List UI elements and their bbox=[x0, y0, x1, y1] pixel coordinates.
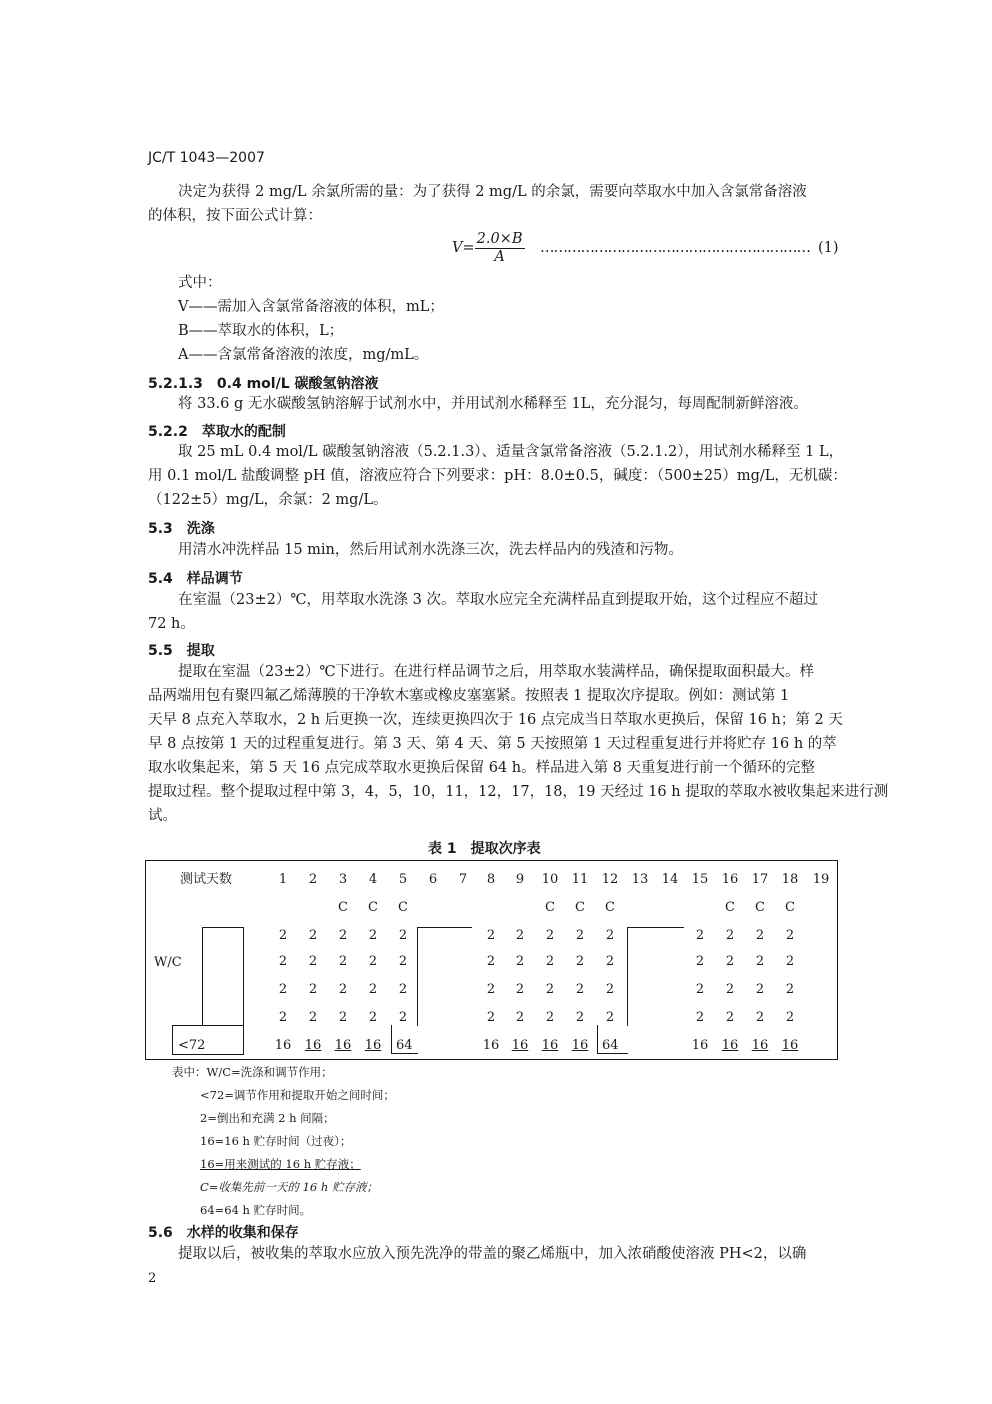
section-5-3-text: 用清水冲洗样品 15 min，然后用试剂水洗涤三次，洗去样品内的残渣和污物。 bbox=[178, 542, 683, 558]
day-16: 16 bbox=[721, 872, 739, 887]
section-5-5-line-1: 提取在室温（23±2）℃下进行。在进行样品调节之后，用萃取水装满样品，确保提取面积最大。样 bbox=[178, 664, 815, 680]
section-5-5-line-2: 品两端用包有聚四氟乙烯薄膜的干净软木塞或橡皮塞塞紧。按照表 1 提取次序提取。例如：测试第 1 bbox=[148, 688, 790, 704]
test-storage-16h-day-16: 16 bbox=[721, 1038, 739, 1053]
interval-2h-day-16-2: 2 bbox=[725, 954, 735, 969]
interval-2h-day-15-4: 2 bbox=[695, 1010, 705, 1025]
table-note-3: 2=倒出和充满 2 h 间隔； bbox=[200, 1111, 335, 1125]
day-14: 14 bbox=[661, 872, 679, 887]
formula-denominator: A bbox=[494, 248, 505, 265]
day-6: 6 bbox=[428, 872, 438, 887]
section-5-5-line-5: 取水收集起来，第 5 天 16 点完成萃取水更换后保留 64 h。样品进入第 8 天重复进行前一个循环的完整 bbox=[148, 760, 816, 776]
interval-2h-day-4-1: 2 bbox=[368, 928, 378, 943]
interval-2h-day-16-4: 2 bbox=[725, 1010, 735, 1025]
table-note-2: <72=调节作用和提取开始之间时间； bbox=[200, 1088, 395, 1102]
interval-2h-day-2-4: 2 bbox=[308, 1010, 318, 1025]
interval-2h-day-3-3: 2 bbox=[338, 982, 348, 997]
interval-2h-day-9-2: 2 bbox=[515, 954, 525, 969]
interval-2h-day-3-2: 2 bbox=[338, 954, 348, 969]
section-5-6-title: 5.6 水样的收集和保存 bbox=[148, 1225, 299, 1241]
where-item-a: A——含氯常备溶液的浓度，mg/mL。 bbox=[178, 347, 429, 363]
table-note-6: C=收集先前一天的 16 h 贮存液； bbox=[200, 1180, 378, 1194]
interval-2h-day-4-2: 2 bbox=[368, 954, 378, 969]
formula-number: (1) bbox=[818, 240, 839, 256]
interval-2h-day-12-1: 2 bbox=[605, 928, 615, 943]
day-1: 1 bbox=[278, 872, 288, 887]
table-note-4: 16=16 h 贮存时间（过夜）； bbox=[200, 1134, 352, 1148]
storage-16h-day-15: 16 bbox=[691, 1038, 709, 1053]
interval-2h-day-8-3: 2 bbox=[486, 982, 496, 997]
interval-2h-day-1-4: 2 bbox=[278, 1010, 288, 1025]
collect-mark-day-4: C bbox=[368, 900, 378, 915]
section-5-4-line-2: 72 h。 bbox=[148, 616, 195, 632]
day-8: 8 bbox=[486, 872, 496, 887]
hold-64-step-b-upper bbox=[627, 927, 684, 1026]
day-17: 17 bbox=[751, 872, 769, 887]
where-item-v: V——需加入含氯常备溶液的体积，mL； bbox=[178, 299, 444, 315]
interval-2h-day-17-4: 2 bbox=[755, 1010, 765, 1025]
interval-2h-day-11-4: 2 bbox=[575, 1010, 585, 1025]
interval-2h-day-9-3: 2 bbox=[515, 982, 525, 997]
day-19: 19 bbox=[812, 872, 830, 887]
formula-numerator: 2.0×B bbox=[476, 231, 523, 247]
document-code: JC/T 1043—2007 bbox=[148, 150, 265, 166]
interval-2h-day-1-1: 2 bbox=[278, 928, 288, 943]
interval-2h-day-10-3: 2 bbox=[545, 982, 555, 997]
interval-2h-day-9-4: 2 bbox=[515, 1010, 525, 1025]
interval-2h-day-15-1: 2 bbox=[695, 928, 705, 943]
formula-lhs: V= bbox=[452, 239, 475, 256]
section-5-5-line-4: 早 8 点按第 1 天的过程重复进行。第 3 天、第 4 天、第 5 天按照第 1 天过程重复进行并将贮存 16 h 的萃 bbox=[148, 736, 837, 752]
interval-2h-day-18-3: 2 bbox=[785, 982, 795, 997]
interval-2h-day-17-1: 2 bbox=[755, 928, 765, 943]
page-number: 2 bbox=[148, 1271, 157, 1286]
section-5-2-2-line-1: 取 25 mL 0.4 mol/L 碳酸氢钠溶液（5.2.1.3）、适量含氯常备溶液（5.2.1.2），用试剂水稀释至 1 L， bbox=[178, 444, 844, 460]
hold-64h-b: 64 bbox=[602, 1038, 619, 1053]
day-13: 13 bbox=[631, 872, 649, 887]
section-5-2-2-line-3: （122±5）mg/L，余氯：2 mg/L。 bbox=[148, 492, 388, 508]
collect-mark-day-12: C bbox=[605, 900, 615, 915]
interval-2h-day-4-4: 2 bbox=[368, 1010, 378, 1025]
collect-mark-day-17: C bbox=[755, 900, 765, 915]
interval-2h-day-1-2: 2 bbox=[278, 954, 288, 969]
interval-2h-day-8-1: 2 bbox=[486, 928, 496, 943]
test-storage-16h-day-3: 16 bbox=[334, 1038, 352, 1053]
test-storage-16h-day-17: 16 bbox=[751, 1038, 769, 1053]
interval-2h-day-2-2: 2 bbox=[308, 954, 318, 969]
interval-2h-day-2-1: 2 bbox=[308, 928, 318, 943]
test-storage-16h-day-18: 16 bbox=[781, 1038, 799, 1053]
day-11: 11 bbox=[571, 872, 589, 887]
day-9: 9 bbox=[515, 872, 525, 887]
interval-2h-day-5-1: 2 bbox=[398, 928, 408, 943]
day-5: 5 bbox=[398, 872, 408, 887]
wc-label: W/C bbox=[154, 955, 182, 970]
section-5-4-line-1: 在室温（23±2）℃，用萃取水洗涤 3 次。萃取水应完全充满样品直到提取开始，这个过程应不超过 bbox=[178, 592, 818, 608]
section-5-3-title: 5.3 洗涤 bbox=[148, 521, 215, 537]
formula-leader-dots: …………………………………………………… bbox=[540, 240, 810, 256]
test-storage-16h-day-10: 16 bbox=[541, 1038, 559, 1053]
hold-64h-a: 64 bbox=[396, 1038, 413, 1053]
collect-mark-day-11: C bbox=[575, 900, 585, 915]
interval-2h-day-16-3: 2 bbox=[725, 982, 735, 997]
day-2: 2 bbox=[308, 872, 318, 887]
section-5-5-title: 5.5 提取 bbox=[148, 643, 215, 659]
wc-step-upper bbox=[202, 927, 244, 1026]
lt72-value: <72 bbox=[178, 1038, 206, 1053]
intro-line-1: 决定为获得 2 mg/L 余氯所需的量：为了获得 2 mg/L 的余氯，需要向萃取水中加入含氯常备溶液 bbox=[178, 184, 807, 200]
section-5-6-text: 提取以后，被收集的萃取水应放入预先洗净的带盖的聚乙烯瓶中，加入浓硝酸使溶液 PH<2，以确 bbox=[178, 1246, 807, 1262]
interval-2h-day-15-2: 2 bbox=[695, 954, 705, 969]
intro-line-2: 的体积，按下面公式计算： bbox=[148, 208, 322, 224]
collect-mark-day-18: C bbox=[785, 900, 795, 915]
interval-2h-day-12-2: 2 bbox=[605, 954, 615, 969]
collect-mark-day-3: C bbox=[338, 900, 348, 915]
interval-2h-day-12-3: 2 bbox=[605, 982, 615, 997]
interval-2h-day-16-1: 2 bbox=[725, 928, 735, 943]
table-note-1: 表中：W/C=洗涤和调节作用； bbox=[172, 1065, 333, 1079]
test-storage-16h-day-4: 16 bbox=[364, 1038, 382, 1053]
day-12: 12 bbox=[601, 872, 619, 887]
interval-2h-day-9-1: 2 bbox=[515, 928, 525, 943]
interval-2h-day-5-2: 2 bbox=[398, 954, 408, 969]
where-label: 式中： bbox=[178, 275, 222, 291]
extraction-sequence-table bbox=[145, 860, 838, 1060]
section-5-5-line-7: 试。 bbox=[148, 808, 177, 824]
interval-2h-day-8-2: 2 bbox=[486, 954, 496, 969]
where-item-b: B——萃取水的体积，L； bbox=[178, 323, 344, 339]
test-storage-16h-day-2: 16 bbox=[304, 1038, 322, 1053]
interval-2h-day-17-2: 2 bbox=[755, 954, 765, 969]
section-5-2-2-title: 5.2.2 萃取水的配制 bbox=[148, 424, 286, 440]
collect-mark-day-10: C bbox=[545, 900, 555, 915]
interval-2h-day-10-2: 2 bbox=[545, 954, 555, 969]
section-5-5-line-6: 提取过程。整个提取过程中第 3，4，5，10，11，12，17，18，19 天经过 16 h 提取的萃取水被收集起来进行测 bbox=[148, 784, 889, 800]
hold-64-step-a-upper bbox=[417, 927, 472, 1026]
storage-16h-day-1: 16 bbox=[274, 1038, 292, 1053]
interval-2h-day-1-3: 2 bbox=[278, 982, 288, 997]
interval-2h-day-3-1: 2 bbox=[338, 928, 348, 943]
day-18: 18 bbox=[781, 872, 799, 887]
day-label: 测试天数 bbox=[180, 872, 233, 887]
interval-2h-day-11-3: 2 bbox=[575, 982, 585, 997]
interval-2h-day-3-4: 2 bbox=[338, 1010, 348, 1025]
formula-1 bbox=[452, 232, 525, 264]
test-storage-16h-day-9: 16 bbox=[511, 1038, 529, 1053]
interval-2h-day-11-1: 2 bbox=[575, 928, 585, 943]
day-4: 4 bbox=[368, 872, 378, 887]
section-5-2-2-line-2: 用 0.1 mol/L 盐酸调整 pH 值，溶液应符合下列要求：pH：8.0±0.5，碱度：（500±25）mg/L，无机碳： bbox=[148, 468, 847, 484]
interval-2h-day-11-2: 2 bbox=[575, 954, 585, 969]
interval-2h-day-18-4: 2 bbox=[785, 1010, 795, 1025]
interval-2h-day-8-4: 2 bbox=[486, 1010, 496, 1025]
section-5-5-line-3: 天早 8 点充入萃取水，2 h 后更换一次，连续更换四次于 16 点完成当日萃取水更换后，保留 16 h；第 2 天 bbox=[148, 712, 843, 728]
interval-2h-day-17-3: 2 bbox=[755, 982, 765, 997]
table-note-5: 16=用来测试的 16 h 贮存液； bbox=[200, 1157, 361, 1171]
collect-mark-day-5: C bbox=[398, 900, 408, 915]
collect-mark-day-16: C bbox=[725, 900, 735, 915]
interval-2h-day-4-3: 2 bbox=[368, 982, 378, 997]
interval-2h-day-18-1: 2 bbox=[785, 928, 795, 943]
interval-2h-day-15-3: 2 bbox=[695, 982, 705, 997]
section-5-4-title: 5.4 样品调节 bbox=[148, 571, 243, 587]
section-5-2-1-3-text: 将 33.6 g 无水碳酸氢钠溶解于试剂水中，并用试剂水稀释至 1L，充分混匀，每周配制新鲜溶液。 bbox=[178, 396, 808, 412]
interval-2h-day-10-4: 2 bbox=[545, 1010, 555, 1025]
interval-2h-day-12-4: 2 bbox=[605, 1010, 615, 1025]
day-10: 10 bbox=[541, 872, 559, 887]
day-3: 3 bbox=[338, 872, 348, 887]
table-note-7: 64=64 h 贮存时间。 bbox=[200, 1203, 312, 1217]
day-7: 7 bbox=[458, 872, 468, 887]
storage-16h-day-8: 16 bbox=[482, 1038, 500, 1053]
interval-2h-day-5-4: 2 bbox=[398, 1010, 408, 1025]
formula-fraction bbox=[475, 232, 525, 264]
interval-2h-day-18-2: 2 bbox=[785, 954, 795, 969]
interval-2h-day-2-3: 2 bbox=[308, 982, 318, 997]
day-15: 15 bbox=[691, 872, 709, 887]
interval-2h-day-10-1: 2 bbox=[545, 928, 555, 943]
table-caption: 表 1 提取次序表 bbox=[428, 841, 541, 857]
section-5-2-1-3-title: 5.2.1.3 0.4 mol/L 碳酸氢钠溶液 bbox=[148, 376, 379, 392]
test-storage-16h-day-11: 16 bbox=[571, 1038, 589, 1053]
interval-2h-day-5-3: 2 bbox=[398, 982, 408, 997]
